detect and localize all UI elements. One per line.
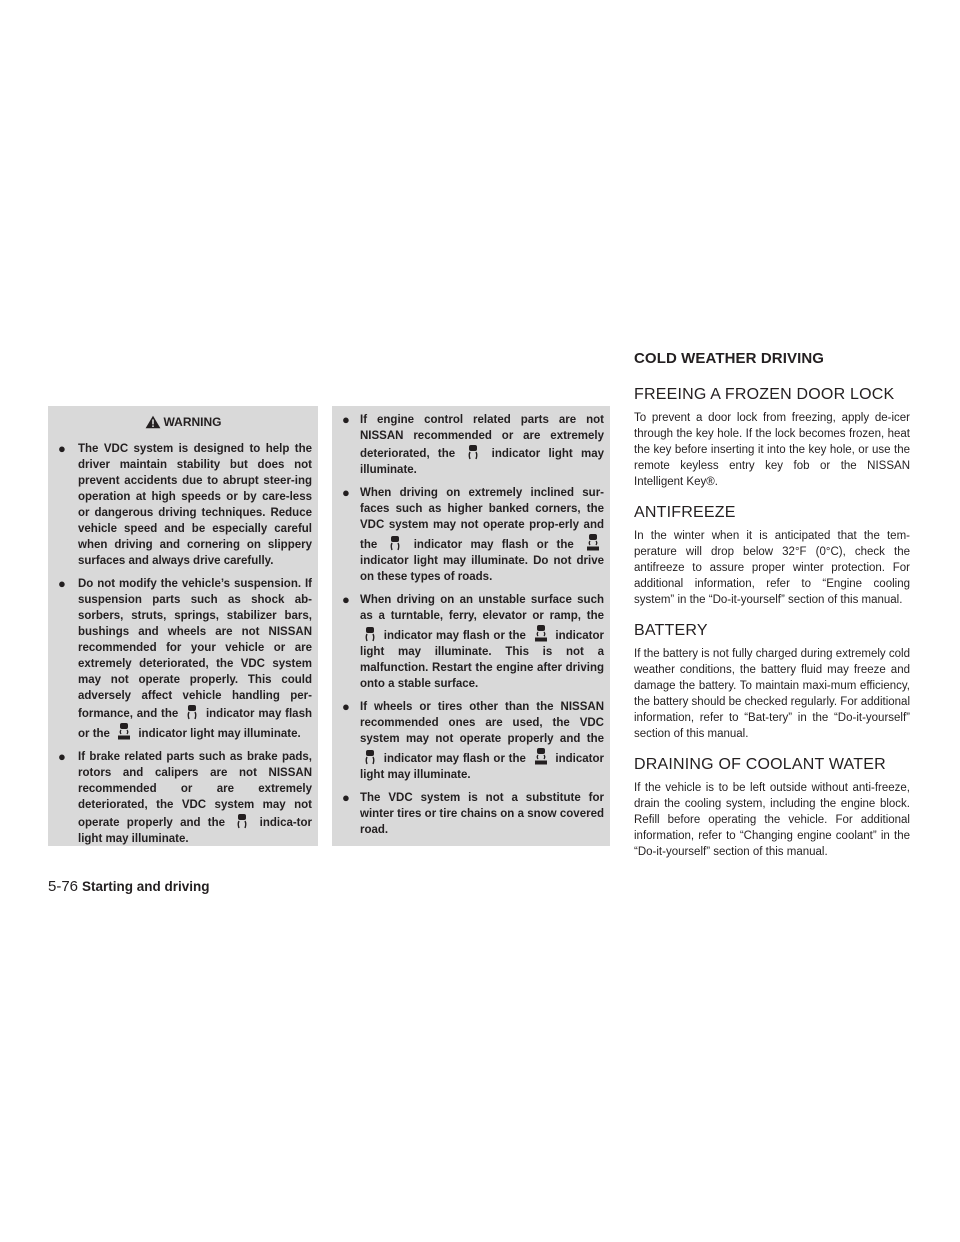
- warning-item: ● If engine control related parts are not NISSAN recommended or are extremely deteriorated, the indicator light may illuminate.: [342, 412, 604, 476]
- section-body-coolant: If the vehicle is to be left outside without anti-freeze, drain the cooling system, including the engine block. Refill before operating the vehicle. For additional information, refer to “Changing engine coolant” in the “Do-it-yourself” section of this manual.: [634, 782, 910, 858]
- vdc-slip-indicator-icon: [235, 813, 249, 829]
- section-heading: COLD WEATHER DRIVING: [634, 350, 825, 367]
- section-title-door-lock: FREEING A FROZEN DOOR LOCK: [634, 386, 895, 403]
- warning-item: ● If wheels or tires other than the NISSAN recommended ones are used, the VDC system may not operate properly and the indicator may flash or the indicator light may illuminate.: [342, 699, 604, 781]
- vdc-off-indicator-icon: [116, 722, 132, 740]
- warning-item: ● The VDC system is designed to help the driver maintain stability but does not prevent accidents due to abrupt steer-ing operation at high speeds or by care-less or dangerous driving techniques. Reduce vehicle speed and be especially careful when driving and cornering on slippery surfaces and always drive carefully.: [58, 441, 312, 567]
- section-body-battery: If the battery is not fully charged during extremely cold weather conditions, the battery fluid may freeze and damage the battery. To maintain maxi-mum efficiency, the battery should be checked regularly. For additional information, refer to “Bat-tery” in the “Do-it-yourself” section of this manual.: [634, 648, 910, 740]
- vdc-slip-indicator-icon: [185, 704, 199, 720]
- page-number: 5-76: [48, 878, 79, 895]
- warning-triangle-icon: [145, 415, 161, 429]
- vdc-slip-indicator-icon: [388, 535, 402, 551]
- warning-label: WARNING: [163, 415, 222, 429]
- vdc-slip-indicator-icon: [363, 626, 377, 642]
- warning-item: ● When driving on an unstable surface such as a turntable, ferry, elevator or ramp, the indicator may flash or the indicator light may illuminate. This is not a malfunction. Restart the engine after driving onto a stable surface.: [342, 592, 604, 690]
- warning-item: ● Do not modify the vehicle’s suspension. If suspension parts such as shock ab-sorbers, struts, springs, stabilizer bars, bushings and wheels are not NISSAN recommended for your vehicle or are extremely deteriorated, the VDC system may not operate properly. This could adversely affect vehicle handling per-formance, and the indicator may flash or the indicator light may illuminate.: [58, 576, 313, 740]
- warning-item: ● If brake related parts such as brake pads, rotors and calipers are not NISSAN recommended or are extremely deteriorated, the VDC system may not operate properly and the indica-tor light may illuminate.: [58, 749, 313, 845]
- warning-header: [48, 406, 318, 431]
- vdc-slip-indicator-icon: [363, 749, 377, 765]
- section-body-antifreeze: In the winter when it is anticipated that the tem-perature will drop below 32°F (0°C), check the antifreeze to assure proper winter protection. For additional information, refer to “Engine cooling system” in the “Do-it-yourself” section of this manual.: [634, 530, 910, 606]
- section-body-door-lock: To prevent a door lock from freezing, apply de-icer through the key hole. If the lock becomes frozen, heat the key before inserting it into the key hole, or use the remote keyless entry key fob or the NISSAN Intelligent Key®.: [634, 412, 910, 488]
- cold-weather-content: [634, 386, 910, 874]
- warning-item: ● The VDC system is not a substitute for winter tires or tire chains on a snow covered road.: [342, 790, 604, 836]
- chapter-title: Starting and driving: [82, 879, 210, 894]
- warning-box-right: [332, 406, 610, 846]
- vdc-off-indicator-icon: [533, 747, 549, 765]
- section-title-battery: BATTERY: [634, 622, 708, 639]
- vdc-off-indicator-icon: [533, 624, 549, 642]
- page-footer: [48, 878, 210, 895]
- vdc-off-indicator-icon: [585, 533, 601, 551]
- section-title-antifreeze: ANTIFREEZE: [634, 504, 736, 521]
- warning-list-right: [332, 406, 610, 838]
- vdc-slip-indicator-icon: [466, 444, 480, 460]
- section-title-coolant: DRAINING OF COOLANT WATER: [634, 756, 886, 773]
- warning-list-left: [48, 431, 318, 847]
- warning-item: ● When driving on extremely inclined sur-faces such as higher banked corners, the VDC system may not operate prop-erly and the indicator may flash or the indicator light may illuminate. Do not drive on these types of roads.: [342, 485, 604, 583]
- warning-box-left: [48, 406, 318, 846]
